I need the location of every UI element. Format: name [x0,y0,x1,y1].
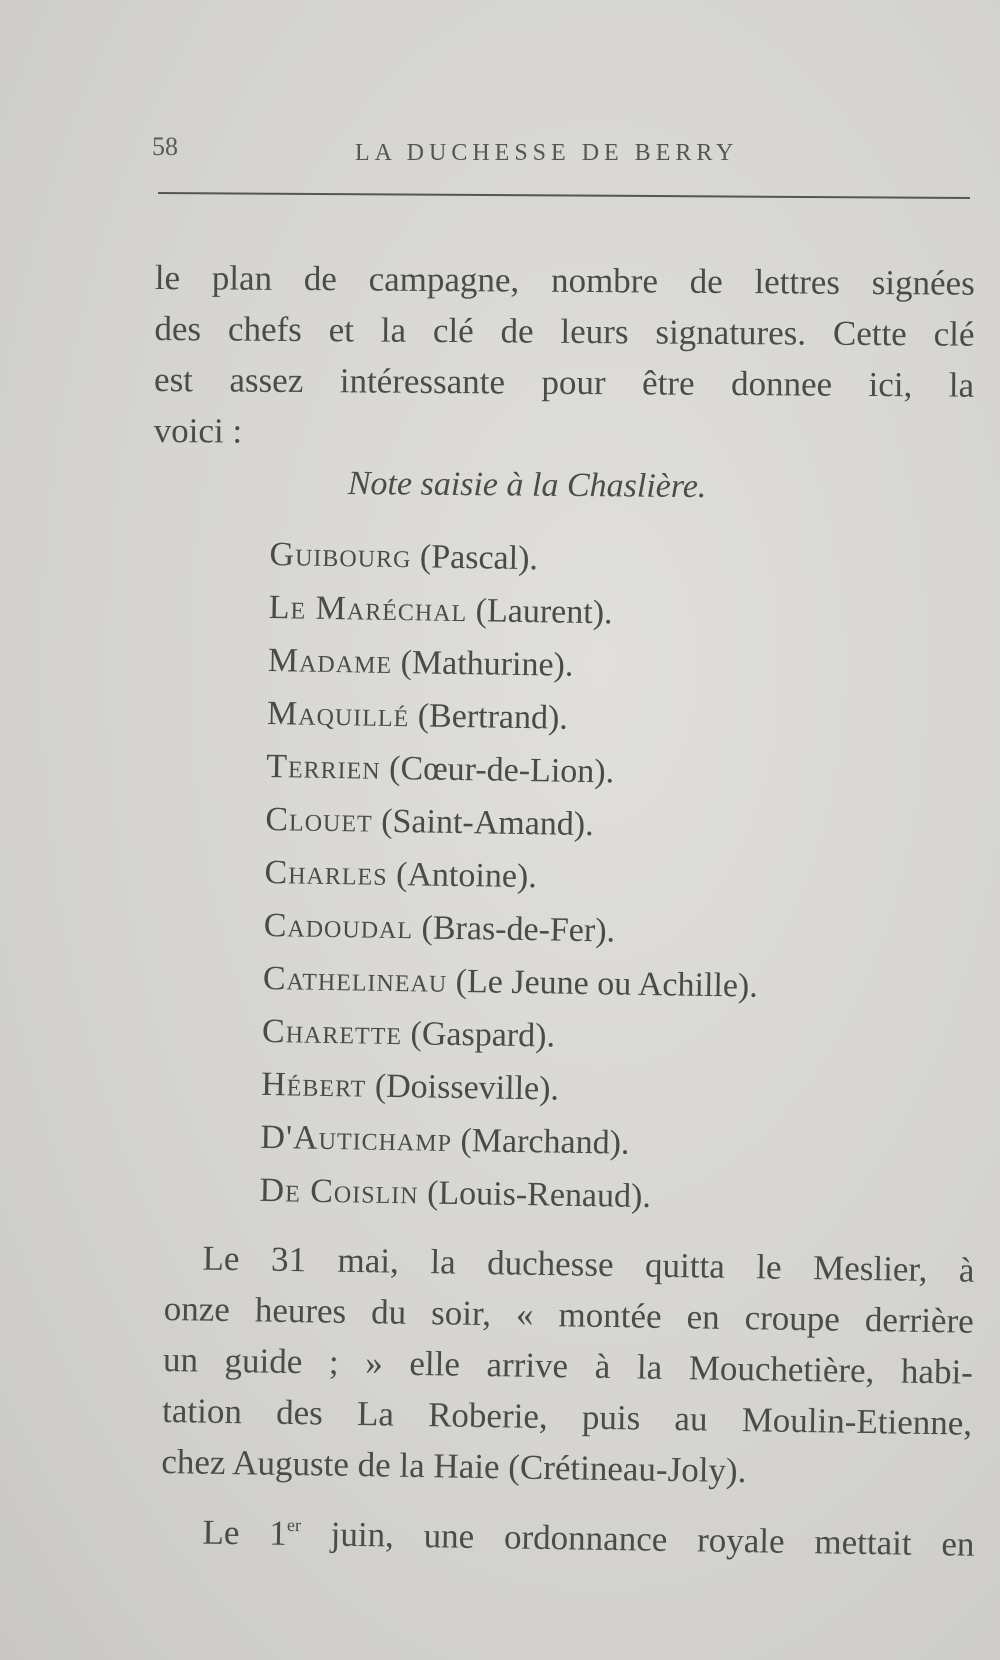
text-line: le plan de campagne, nombre de lettres signées [154,257,975,303]
surname: Le Maréchal [268,588,468,630]
surname: Clouet [265,800,374,840]
text-line: Le 31 mai, la duchesse quitta le Meslier, à [202,1238,975,1290]
paragraph-departure [161,1232,975,1500]
ordinal-suffix: er [286,1514,302,1536]
text-line: voici : [153,410,243,451]
intro-paragraph [154,252,975,462]
surname: Cadoudal [263,906,414,947]
alias: (Bras-de-Fer). [412,909,616,950]
surname: Maquillé [266,694,410,735]
alias: (Antoine). [387,855,538,896]
sentence-rest: juin, une ordonnance royale mettait en [300,1514,975,1564]
text-line: est assez intéressante pour être donnee ici, la [153,359,975,405]
text-line: tation des La Roberie, puis au Moulin-Etienne, [161,1390,973,1443]
surname: Madame [267,641,393,681]
alias: (Louis-Renaud). [418,1174,652,1216]
surname: Terrien [265,747,381,787]
alias: (Le Jeune ou Achille). [446,962,759,1005]
list-item [259,1164,910,1227]
alias: (Mathurine). [391,643,574,684]
alias: (Saint-Amand). [372,802,594,844]
surname: Cathelineau [262,959,448,1000]
alias: (Doisseville). [366,1067,560,1108]
text-line [164,1506,975,1570]
text-line: chez Auguste de la Haie (Crétineau-Joly). [161,1441,747,1491]
surname: Charette [261,1012,403,1053]
alias: (Laurent). [466,592,613,632]
alias: (Marchand). [451,1121,630,1162]
alias: (Cœur-de-Lion). [380,749,615,791]
surname: Charles [264,853,388,893]
running-title: LA DUCHESSE DE BERRY [355,140,739,166]
text-line: onze heures du soir, « montée en croupe derrière [163,1288,975,1341]
surname: D'Autichamp [260,1118,453,1159]
alias: (Bertrand). [408,697,569,737]
text-line: un guide ; » elle arrive à la Mouchetière, habi- [162,1339,974,1392]
alias: (Gaspard). [401,1015,556,1055]
header-rule [158,192,970,199]
surname: De Coislin [259,1171,419,1212]
surname: Hébert [260,1065,367,1105]
date-prefix: Le 1 [202,1512,288,1553]
alias: (Pascal). [411,538,539,578]
surname: Guibourg [269,535,412,576]
note-caption: Note saisie à la Chaslière. [347,465,707,506]
page-number: 58 [152,132,178,161]
paragraph-ordinance [164,1506,975,1570]
text-line: des chefs et la clé de leurs signatures. Cette clé [154,308,975,354]
signature-key-list [259,528,920,1227]
